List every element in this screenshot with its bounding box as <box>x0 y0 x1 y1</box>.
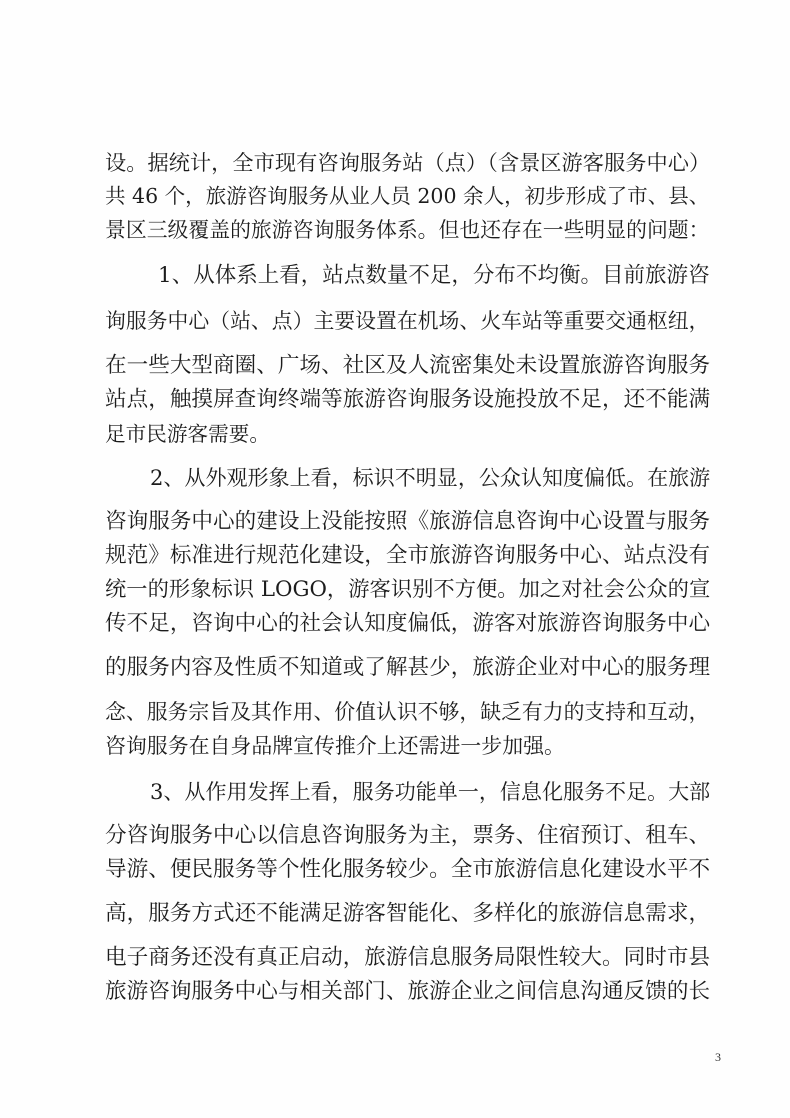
body-line-10: 咨询服务中心的建设上没能按照《旅游信息咨询中心设置与服务 <box>105 509 711 534</box>
body-line-5: 询服务中心（站、点）主要设置在机场、火车站等重要交通枢纽， <box>105 309 710 333</box>
body-line-2: 共 46 个，旅游咨询服务从业人员 200 余人，初步形成了市、县、 <box>105 184 710 208</box>
body-line-20: 高，服务方式还不能满足游客智能化、多样化的旅游信息需求， <box>105 901 711 926</box>
body-line-1: 设。据统计，全市现有咨询服务站（点）（含景区游客服务中心） <box>105 151 711 176</box>
body-line-8: 足市民游客需要。 <box>105 422 271 446</box>
body-line-14: 的服务内容及性质不知道或了解甚少，旅游企业对中心的服务理 <box>105 655 711 680</box>
item-2-heading-line: 2、从外观形象上看，标识不明显，公众认知度偏低。在旅游 <box>150 465 711 490</box>
body-line-16: 咨询服务在自身品牌宣传推介上还需进一步加强。 <box>105 734 565 758</box>
body-line-22: 旅游咨询服务中心与相关部门、旅游企业之间信息沟通反馈的长 <box>105 979 711 1004</box>
body-line-21: 电子商务还没有真正启动，旅游信息服务局限性较大。同时市县 <box>105 945 711 970</box>
body-line-11: 规范》标准进行规范化建设，全市旅游咨询服务中心、站点没有 <box>105 543 711 568</box>
item-1-heading-line: 1、从体系上看，站点数量不足，分布不均衡。目前旅游咨 <box>158 263 710 288</box>
body-line-3: 景区三级覆盖的旅游咨询服务体系。但也还存在一些明显的问题： <box>105 218 710 242</box>
body-line-19: 导游、便民服务等个性化服务较少。全市旅游信息化建设水平不 <box>105 857 711 882</box>
body-line-7: 站点，触摸屏查询终端等旅游咨询服务设施投放不足，还不能满 <box>105 387 711 412</box>
body-line-18: 分咨询服务中心以信息咨询服务为主，票务、住宿预订、租车、 <box>105 823 711 848</box>
body-line-13: 传不足，咨询中心的社会认知度偏低，游客对旅游咨询服务中心 <box>105 611 711 636</box>
page-number: 3 <box>715 1050 721 1064</box>
body-line-6: 在一些大型商圈、广场、社区及人流密集处未设置旅游咨询服务 <box>105 353 711 378</box>
item-3-heading-line: 3、从作用发挥上看，服务功能单一，信息化服务不足。大部 <box>150 779 711 804</box>
body-line-12: 统一的形象标识 LOGO，游客识别不方便。加之对社会公众的宣 <box>105 577 711 602</box>
body-line-15: 念、服务宗旨及其作用、价值认识不够，缺乏有力的支持和互动， <box>105 700 710 724</box>
